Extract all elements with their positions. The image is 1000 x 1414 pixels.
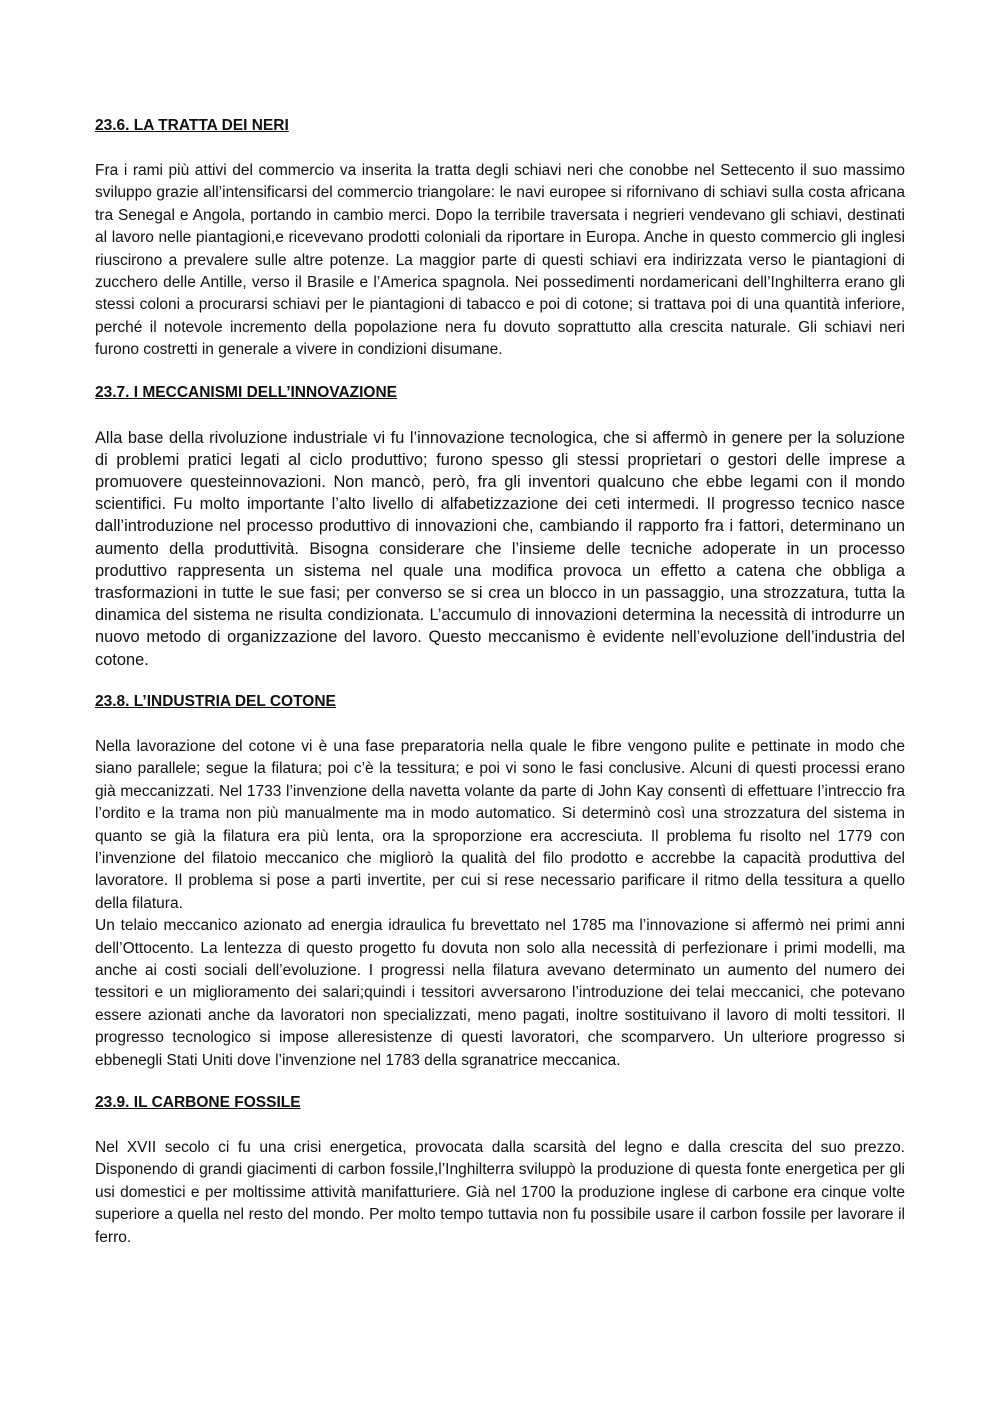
section-industria-cotone bbox=[95, 691, 905, 1072]
section-heading: 23.7. I MECCANISMI DELL’INNOVAZIONE bbox=[95, 383, 398, 401]
section-heading: 23.9. IL CARBONE FOSSILE bbox=[95, 1093, 301, 1111]
section-paragraph: Un telaio meccanico azionato ad energia idraulica fu brevettato nel 1785 ma l’innovazione si affermò nei primi anni dell’Ottocento. La lentezza di questo progetto fu dovuta non solo alla necessità di perfezionare i primi modelli, ma anche ai costi sociali dell’evoluzione. I progressi nella filatura avevano determinato un aumento del numero dei tessitori e un miglioramento dei salari;quindi i tessitori avversarono l’introduzione dei telai meccanici, che potevano essere azionati anche da lavoratori non specializzati, meno pagati, inoltre sostituivano il lavoro di molti tessitori. Il progresso tecnologico si impose alleresistenze di questi lavoratori, che scomparvero. Un ulteriore progresso si ebbenegli Stati Uniti dove l’invenzione nel 1783 della sgranatrice meccanica. bbox=[95, 917, 905, 1069]
section-paragraph: Nella lavorazione del cotone vi è una fase preparatoria nella quale le fibre vengono pulite e pettinate in modo che siano parallele; segue la filatura; poi c’è la tessitura; e poi vi sono le fasi conclusive. Alcuni di questi processi erano già meccanizzati. Nel 1733 l’invenzione della navetta volante da parte di John Kay consentì di effettuare l’intreccio fra l’ordito e la trama non più manualmente ma in modo automatico. Si determinò così una strozzatura del sistema in quanto se già la filatura era più lenta, ora la sproporzione era accresciuta. Il problema fu risolto nel 1779 con l’invenzione del filatoio meccanico che migliorò la qualità del filo prodotto e accrebbe la capacità produttiva del lavoratore. Il problema si pose a parti invertite, per cui si rese necessario parificare il ritmo della tessitura a quello della filatura. bbox=[95, 737, 905, 912]
section-tratta-dei-neri bbox=[95, 115, 905, 362]
section-paragraph: Alla base della rivoluzione industriale vi fu l’innovazione tecnologica, che si affermò in genere per la soluzione di problemi pratici legati al ciclo produttivo; furono spesso gli stessi proprietari o gestori delle imprese a promuovere questeinnovazioni. Non mancò, però, fra gli inventori qualcuno che ebbe legami con il mondo scientifici. Fu molto importante l’alto livello di alfabetizzazione dei ceti intermedi. Il progresso tecnico nasce dall’introduzione nel processo produttivo di innovazioni che, cambiando il rapporto fra i fattori, determinano un aumento della produttività. Bisogna considerare che l’insieme delle tecniche adoperate in un processo produttivo rappresenta un sistema nel quale una modifica provoca un effetto a catena che obbliga a trasformazioni in tutte le sue fasi; per converso se si crea un blocco in un passaggio, una strozzatura, tutta la dinamica del sistema ne risulta condizionata. L’accumulo di innovazioni determina la necessità di introdurre un nuovo metodo di organizzazione del lavoro. Questo meccanismo è evidente nell’evoluzione dell’industria del cotone. bbox=[95, 428, 905, 669]
document-page bbox=[95, 115, 905, 1269]
section-paragraph: Nel XVII secolo ci fu una crisi energetica, provocata dalla scarsità del legno e dalla crescita del suo prezzo. Disponendo di grandi giacimenti di carbon fossile,l’Inghilterra sviluppò la produzione di questa fonte energetica per gli usi domestici e per moltissime attività manifatturiere. Già nel 1700 la produzione inglese di carbone era cinque volte superiore a quella nel resto del mondo. Per molto tempo tuttavia non fu possibile usare il carbon fossile per lavorare il ferro. bbox=[95, 1138, 905, 1246]
section-heading: 23.6. LA TRATTA DEI NERI bbox=[95, 117, 289, 134]
section-paragraph: Fra i rami più attivi del commercio va inserita la tratta degli schiavi neri che conobbe nel Settecento il suo massimo sviluppo grazie all’intensificarsi del commercio triangolare: le navi europee si rifornivano di schiavi sulla costa africana tra Senegal e Angola, portando in cambio merci. Dopo la terribile traversata i negrieri vendevano gli schiavi, destinati al lavoro nelle piantagioni,e ricevevano prodotti coloniali da riportare in Europa. Anche in questo commercio gli inglesi riuscirono a prevalere sulle altre potenze. La maggior parte di questi schiavi era indirizzata verso le piantagioni di zucchero delle Antille, verso il Brasile e l’America spagnola. Nei possedimenti nordamericani dell’Inghilterra erano gli stessi coloni a procurarsi schiavi per le piantagioni di tabacco e poi di cotone; si trattava poi di una quantità inferiore, perché il notevole incremento della popolazione nera fu dovuto soprattutto alla crescita naturale. Gli schiavi neri furono costretti in generale a vivere in condizioni disumane. bbox=[95, 162, 905, 359]
section-heading: 23.8. L’INDUSTRIA DEL COTONE bbox=[95, 692, 336, 710]
section-meccanismi-innovazione bbox=[95, 382, 905, 671]
section-carbone-fossile bbox=[95, 1092, 905, 1249]
